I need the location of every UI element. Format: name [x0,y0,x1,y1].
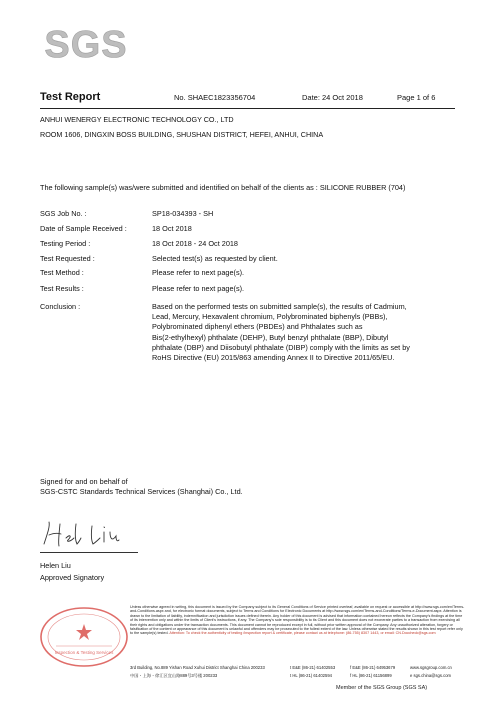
member-line: Member of the SGS Group (SGS SA) [336,685,428,691]
signatory-block [40,560,104,584]
conclusion-text [152,302,462,363]
report-title: Test Report [40,91,101,103]
fine-print-text: Unless otherwise agreed in writing, this document is issued by the Company subject to its General Conditions of Service printed overleaf, available on request or accessible at http://www.sgs.com/en/Terms-and-Conditions.aspx and, for electronic format documents, subject to Terms and Conditions for Electronic Documents at http://www.sgs.com/en/Terms-and-Conditions/Terms-e-Document.aspx. Attention is drawn to the limitation of liability, indemnification and jurisdiction issues defined therein. Any holder of this document is advised that information contained hereon reflects the Company's findings at the time of its intervention only and within the limits of Client's instructions, if any. The Company's sole responsibility is to its Client and this document does not exonerate parties to a transaction from exercising all their rights and obligations under the transaction documents. This document cannot be reproduced except in full, without prior written approval of the Company. Any unauthorized alteration, forgery or falsification of the content or appearance of this document is unlawful and offenders may be prosecuted to the fullest extent of the law. Unless otherwise stated the results shown in this test report refer only to the sample(s) tested. [130,605,465,636]
fax-english: f E&E (86-21) 64953679 [350,665,396,670]
received-date-label: Date of Sample Received : [40,224,127,233]
conclusion-label: Conclusion : [40,302,81,311]
handwritten-signature [40,518,150,552]
testing-period-label: Testing Period : [40,239,91,248]
company-seal-stamp [38,604,130,670]
test-requested-value: Selected test(s) as requested by client. [152,254,278,263]
signatory-name: Helen Liu [40,561,71,570]
address-english: 3rd Building, No.889 Yishan Road Xuhui District Shanghai China 200233 [130,665,265,670]
email-chinese: e sgs.china@sgs.com [410,673,452,678]
testing-period-value: 18 Oct 2018 - 24 Oct 2018 [152,239,238,248]
signatory-role: Approved Signatory [40,573,105,582]
conclusion-line: RoHS Directive (EU) 2015/863 amending Annex II to Directive 2011/65/EU. [152,353,395,363]
seal-text: Inspection & Testing Services [54,650,114,655]
tel-chinese: t HL (86-21) 61402594 [290,673,332,678]
fax-chinese: f HL (86-21) 61156899 [350,673,392,678]
signed-on-behalf [40,477,243,496]
address-chinese: 中国・上海・徐汇区宜山路889号3号楼 200233 [130,673,218,678]
received-date-value: 18 Oct 2018 [152,224,192,233]
conclusion-line: Based on the performed tests on submitted sample(s), the results of Cadmium, [152,302,407,311]
test-method-value: Please refer to next page(s). [152,268,245,277]
logo-text: SGS [44,24,128,64]
conclusion-line: Bis(2-ethylhexyl) phthalate (DEHP), Butyl benzyl phthalate (BBP), Dibutyl [152,332,389,342]
report-number: No. SHAEC1823356704 [174,93,256,102]
web-english: www.sgsgroup.com.cn [410,665,452,670]
job-no-label: SGS Job No. : [40,209,87,218]
header-divider [40,108,455,109]
test-method-label: Test Method : [40,268,84,277]
test-results-label: Test Results : [40,284,84,293]
conclusion-line: phthalate (DBP) and Diisobutyl phthalate (DIBP) comply with the limits as set by [152,342,410,352]
signed-line-1: Signed for and on behalf of [40,477,128,486]
conclusion-line: Lead, Mercury, Hexavalent chromium, Polybrominated biphenyls (PBBs), [152,312,388,322]
authenticity-notice: Attention: To check the authenticity of testing /inspection report & certificate, please contact us at telephone: (86-755) 8307 1443, or email: CN.Doccheck@sgs.com [169,631,436,636]
intro-text: The following sample(s) was/were submitted and identified on behalf of the clients as : SILICONE RUBBER (704) [40,183,406,192]
report-date: Date: 24 Oct 2018 [302,93,363,102]
client-name: ANHUI WENERGY ELECTRONIC TECHNOLOGY CO., LTD [40,115,234,124]
signature-line [40,552,138,553]
job-no-value: SP18-034393 - SH [152,209,214,218]
page-indicator: Page 1 of 6 [397,93,436,102]
sgs-logo [40,24,132,64]
conclusion-line: Polybrominated diphenyl ethers (PBDEs) and Phthalates such as [152,322,363,332]
test-requested-label: Test Requested : [40,254,95,263]
client-address: ROOM 1606, DINGXIN BOSS BUILDING, SHUSHAN DISTRICT, HEFEI, ANHUI, CHINA [40,130,324,139]
test-results-value: Please refer to next page(s). [152,284,245,293]
legal-fine-print [130,605,465,636]
signed-line-2: SGS-CSTC Standards Technical Services (Shanghai) Co., Ltd. [40,486,243,496]
tel-english: t E&E (86-21) 61402553 [290,665,336,670]
